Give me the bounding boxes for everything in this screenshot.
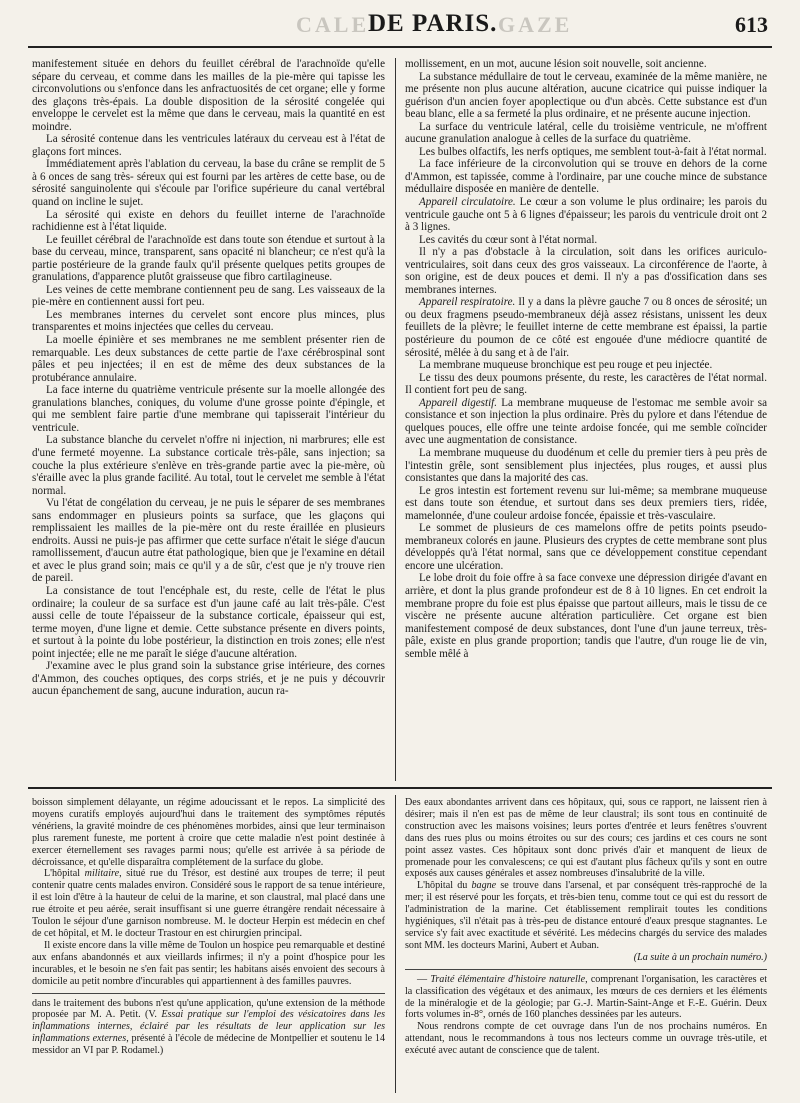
paragraph-text: La face inférieure de la circonvolution qui se trouve en dehors de la corne d'Ammon, est tapissée, comme à l'ordinaire, par une couche mince de substance médullaire disposée en manière de dentelle. <box>405 158 767 196</box>
feuilleton-column-left <box>32 797 385 1057</box>
paragraph: La sérosité qui existe en dehors du feuillet interne de l'arachnoïde rachidienne est à l'état liquide. <box>32 208 385 234</box>
paragraph-text: La substance médullaire de tout le cerveau, examinée de la même manière, ne me présente non plus aucune altération, aucune cicatrice qui puisse indiquer la guérison d'un ancien foyer apoplectique ou d'un abcès. Cette substance est d'un beau blanc, elle a sa fermeté la plus ordinaire, et ne présente aucune injection. <box>405 70 767 121</box>
rule-divider <box>32 993 385 994</box>
paragraph <box>405 397 767 447</box>
rule-divider <box>405 969 767 970</box>
paragraph <box>405 58 767 71</box>
paragraph <box>405 196 767 234</box>
paragraph-text: La membrane muqueuse du duodénum et celle du premier tiers à peu près de l'intestin grêle, sont sensiblement plus injectées, plus rouges, et aussi plus consistantes que dans la majorité des cas. <box>405 446 767 485</box>
paragraph: manifestement située en dehors du feuillet cérébral de l'arachnoïde qu'elle sépare du cerveau, et comme dans les mailles de la pie-mère qui tapisse les circonvolutions ou s'enfonce dans les anfractuosités de cet organe; elle y forme des glaçons très-épais. La double disposition de la sérosité congelée qui enveloppe le cervelet est la même que dans le cerveau, mais la quantité en est moindre. <box>32 58 385 133</box>
paragraph-text: Les bulbes olfactifs, les nerfs optiques, me semblent tout-à-fait à l'état normal. <box>419 145 767 158</box>
paragraph: Les veines de cette membrane contiennent peu de sang. Les vaisseaux de la pie-mère en contiennent aussi fort peu. <box>32 283 385 309</box>
paragraph <box>405 246 767 296</box>
main-column-left <box>32 58 385 698</box>
paragraph-text: Il y a dans la plèvre gauche 7 ou 8 onces de sérosité; un ou deux fragmens pseudo-membraneux déjà assez résistans, unissent les deux feuillets de la plèvre; le feuillet interne de cette membrane est épaissi, la partie postérieure du poumon de ce côté est engouée d'une médiocre quantité de sérosité, mêlée à du sang et à de l'air. <box>405 296 767 359</box>
paragraph: Les membranes internes du cervelet sont encore plus minces, plus transparentes et moins injectées que celles du cerveau. <box>32 308 385 334</box>
paragraph <box>405 572 767 660</box>
paragraph <box>405 359 767 372</box>
paragraph <box>405 974 767 1022</box>
paragraph-text: Il n'y a pas d'obstacle à la circulation, soit dans les orifices auriculo-ventriculaires, soit dans ceux des gros vaisseaux. La circonférence de l'aorte, à son origine, est de deux pouces et demi. Il n'y a pas d'ossification dans ses membranes internes. <box>405 246 767 296</box>
main-column-right <box>405 58 767 660</box>
paragraph-text: mollissement, en un mot, aucune lésion soit nouvelle, soit ancienne. <box>405 58 707 70</box>
paragraph <box>405 296 767 359</box>
paragraph: La sérosité contenue dans les ventricules latéraux du cerveau est à l'état de glaçons fort minces. <box>32 133 385 158</box>
paragraph <box>405 797 767 880</box>
paragraph-text: , comprenant l'organisation, les caractères et la classification des végétaux et des animaux, les mœurs de ces derniers et les éléments de la minéralogie et de la géologie; par G.-J. Martin-Saint-Ange et F.-E. Guérin. Deux forts volumes in-8°, ornés de 160 planches dessinées par les auteurs. <box>405 973 767 1021</box>
paragraph-text: Le lobe droit du foie offre à sa face convexe une dépression dirigée d'avant en arrière, et dont la plus grande profondeur est de 8 à 10 lignes. En cet endroit la membrane propre du foie est plus épaisse que partout ailleurs, mais le tissu de ce viscère ne présente aucune altération particulière. Cet organe est bien manifestement composé de deux substances, dont l'une d'un jaune terreux, très-pâle, existe en plus grande proportion; tandis que l'autre, d'un rouge lie de vin, semble mêlé à <box>405 572 767 660</box>
bleed-through-text-left: CALE <box>296 12 370 37</box>
italic-term: Traité élémentaire d'histoire naturelle <box>430 973 586 985</box>
paragraph <box>405 522 767 572</box>
bleed-through-text-right: GAZE <box>498 12 573 37</box>
paragraph <box>32 797 385 868</box>
paragraph-text: se trouve dans l'arsenal, et par conséquent très-rapproché de la mer; il est réservé pour les forçats, et très-bien tenu, comme tout ce qui est du ressort de l'administration de la marine. Cet établissement remplirait toutes les conditions hygiéniques, s'il n'était pas à très-peu de distance entouré d'eaux presque stagnantes. Le service s'y fait avec exactitude et sévérité. Les médecins chargés du service des malades sont MM. les docteurs Marini, Aubert et Auban. <box>405 880 767 951</box>
paragraph-text: , situé rue du Trésor, est destiné aux troupes de terre; il peut contenir quatre cents malades environ. Considéré sous le rapport de sa tenue intérieure, il est loin d'être à la hauteur de celui de la marine, et son claustral, mal placé dans une rue étroite et peu aérée, serait insuffisant si une guerre étrangère rendait nécessaire à Toulon le séjour d'une garnison nombreuse. M. le docteur Herpin est médecin en chef de cet hôpital, et M. le docteur Trastour en est chirurgien principal. <box>32 868 385 939</box>
paragraph <box>405 121 767 146</box>
paragraph-text: Des eaux abondantes arrivent dans ces hôpitaux, qui, sous ce rapport, ne laissent rien à désirer; mais il n'en est pas de même de leur claustral; ils sont tous en continuité de construction avec les maisons voisines; leurs portes d'entrée et leurs fenêtres s'ouvrent dans des rues plus ou moins étroites ou sur des cours; ces jardins et ces cours ne sont point assez vastes. Ces hôpitaux sont donc privés d'air et manquent de lieux de promenade pour les convalescens; ce qui est d'autant plus fâcheux qu'ils y sont en outre exposés aux causes générales et assez nombreuses d'insalubrité de la ville. <box>405 797 767 880</box>
paragraph <box>405 158 767 196</box>
paragraph <box>32 940 385 988</box>
italic-term: militaire <box>84 868 120 880</box>
paragraph-text: Les cavités du cœur sont à l'état normal. <box>419 233 598 246</box>
section-lead: Appareil digestif. <box>419 396 498 409</box>
paragraph-text: , présenté à l'école de médecine de Montpellier et soutenu le 14 messidor an VI par P. Rodamel.) <box>32 1033 385 1057</box>
paragraph <box>405 447 767 485</box>
continuation-note: (La suite à un prochain numéro.) <box>633 951 767 963</box>
paragraph: La substance blanche du cervelet n'offre ni injection, ni marbrures; elle est d'une fermeté moyenne. La substance corticale très-pâle, sans injection; sa couche la plus extérieure s'enlève en très-grande partie avec la pie-mère, où s'éraille avec la plus grande facilité. Au total, tout le cervelet me semble à l'état normal. <box>32 434 385 497</box>
paragraph-text: Le tissu des deux poumons présente, du reste, les caractères de l'état normal. Il contient fort peu de sang. <box>405 371 767 397</box>
paragraph-text: Nous rendrons compte de cet ouvrage dans l'un de nos prochains numéros. En attendant, nous le recommandons à tous nos lecteurs comme un ouvrage très-utile, et exécuté avec autant de conscience que de talent. <box>405 1021 767 1057</box>
section-divider <box>28 787 772 789</box>
paragraph-text: L'hôpital du <box>417 880 472 892</box>
paragraph-text: La membrane muqueuse de l'estomac me semble avoir sa consistance et son injection la plus ordinaire. Près du pylore et dans l'étendue de quelques pouces, elle offre une teinte ardoise foncée, qui me semble coïncider avec une augmentation de consistance. <box>405 396 768 447</box>
paragraph: La moelle épinière et ses membranes ne me semblent présenter rien de remarquable. Les deux substances de cette partie de l'axe cérébrospinal sont pâles et peu injectées; il en est de même des deux substances de la protubérance annulaire. <box>32 334 385 384</box>
journal-title: DE PARIS. <box>368 10 498 37</box>
paragraph-text: La surface du ventricule latéral, celle du troisième ventricule, ne m'offrent aucune granulation analogue à celles de la surface du quatrième. <box>405 120 767 146</box>
paragraph <box>405 1021 767 1057</box>
paragraph-text: dans le traitement des bubons n'est qu'une application, qu'une extension de la méthode proposée par M. A. Petit. (V. <box>32 997 385 1021</box>
paragraph: Vu l'état de congélation du cerveau, je ne puis le séparer de ses membranes sans endommager en plusieurs points sa surface, que les glaçons qui remplissaient les mailles de la pie-mère ont du reste éraillée en plusieurs endroits. Aussi ne puis-je pas affirmer que cette surface n'était le siége d'aucun ramollissement, d'aucun autre état pathologique, bien que je l'examine en détail et avec le plus grand soin; mais ce qu'il y a de sûr, c'est que je n'y trouve rien de pareil. <box>32 497 385 585</box>
paragraph <box>32 998 385 1058</box>
column-divider <box>395 58 396 781</box>
paragraph: Immédiatement après l'ablation du cerveau, la base du crâne se remplit de 5 à 6 onces de sang très- séreux qui est fourni par les artères de cette base, ou de sérosité sanguinolente qui s'écoule par l'orifice supérieure du canal vertébral quand on incline le sujet. <box>32 158 385 209</box>
paragraph-text: Il existe encore dans la ville même de Toulon un hospice peu remarquable et destiné aux enfans abandonnés et aux vieillards infirmes; il n'y a point d'hospice pour les incurables, et le besoin ne s'en fait pas sentir; les habitans aisés envoient des secours à domicile au petit nombre d'incurables qui appartiennent à des familles pauvres. <box>32 939 385 987</box>
paragraph <box>405 372 767 397</box>
page-header <box>28 6 772 48</box>
section-lead: Appareil respiratoire. <box>419 296 516 309</box>
section-lead: Appareil circulatoire. <box>419 196 516 209</box>
italic-title: Essai pratique sur l'emploi des vésicatoires dans les inflammations internes, éclairé par les résultats de leur application sur les inflammations externes <box>32 1009 386 1045</box>
paragraph-text: La membrane muqueuse bronchique est peu rouge et peu injectée. <box>419 359 713 372</box>
paragraph <box>405 880 767 951</box>
paragraph: Le feuillet cérébral de l'arachnoïde est dans toute son étendue et surtout à la base du cerveau, mince, transparent, sans opacité ni blancheur; ce n'est qu'à la partie postérieure de la grande faulx qu'il présente quelques petits groupes de granulations, d'apparence plutôt graisseuse que fibro cartilagineuse. <box>32 233 385 284</box>
paragraph <box>405 234 767 247</box>
paragraph-text: Le gros intestin est fortement revenu sur lui-même; sa membrane muqueuse est dans toute son étendue, et surtout dans ses deux premiers tiers, ridée, mamelonnée, d'une couleur ardoise foncée, épaissie et très-vasculaire. <box>405 484 767 522</box>
paragraph <box>405 146 767 159</box>
paragraph-text: boisson simplement délayante, un régime adoucissant et le repos. La simplicité des moyens curatifs employés aujourd'hui dans le traitement des symptômes réputés vénériens, la gravité moindre de ces phénomènes morbides, ainsi que leur terminaison plus rarement funeste, me portent à croire que cette maladie n'est point destinée à exercer éternellement ses ravages parmi nous; qu'elle est arrivée à sa période de décroissance, et qu'elle disparaîtra complétement de la surface du globe. <box>32 797 385 868</box>
paragraph: La face interne du quatrième ventricule présente sur la moelle allongée des granulations blanches, coniques, du volume d'une grosse pointe d'épingle, et qui me semblent faire partie d'une membrane qui tapisserait l'intérieur du ventricule. <box>32 384 385 434</box>
paragraph: La consistance de tout l'encéphale est, du reste, celle de l'état le plus ordinaire; la couleur de sa surface est d'un jaune café au lait très-pâle. C'est aussi celle de toute l'épaisseur de la substance corticale, épaisseur qui est, terme moyen, d'une ligne et demie. Cette substance présente en divers points, et surtout à la pointe du lobe postérieur, la distinction en trois zones; elle n'est point injectée; elle ne me paraît le siége d'aucune altération. <box>32 584 385 660</box>
italic-term: bagne <box>471 880 497 892</box>
paragraph-text: — <box>417 973 431 985</box>
paragraph-text: L'hôpital <box>44 868 85 880</box>
paragraph <box>405 485 767 523</box>
feuilleton-column-right <box>405 797 767 1057</box>
paragraph-text: Le sommet de plusieurs de ces mamelons offre de petits points pseudo-membraneux colorés en jaune. Plusieurs des cryptes de cette membrane sont plus développés qu'à l'état normal, sans que ce développement constitue cependant encore une ulcération. <box>405 522 767 572</box>
paragraph-text: Le cœur a son volume le plus ordinaire; les parois du ventricule gauche ont 5 à 6 lignes d'épaisseur; les parois du ventricule droit ont 2 à 3 lignes. <box>405 196 768 234</box>
feuilleton-divider <box>395 795 396 1093</box>
paragraph: J'examine avec le plus grand soin la substance grise intérieure, des cornes d'Ammon, des couches optiques, des corps striés, et je ne puis y découvrir aucun épanchement de sang, aucune induration, aucun ra- <box>32 660 385 698</box>
page-number: 613 <box>735 12 768 37</box>
paragraph <box>32 868 385 939</box>
paragraph <box>405 71 767 121</box>
